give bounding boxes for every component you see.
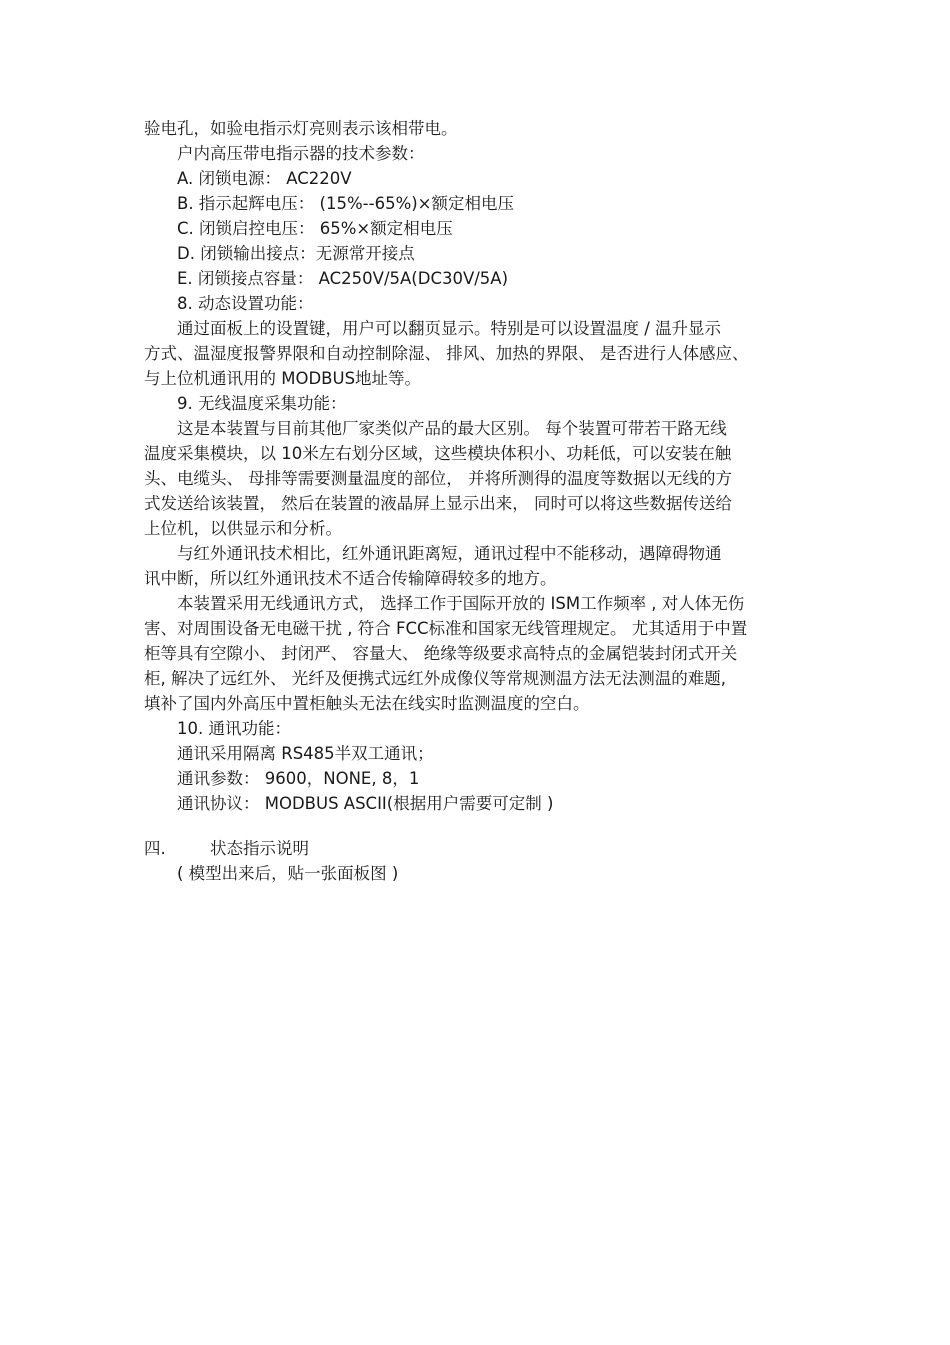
paragraph-line: 验电孔，如验电指示灯亮则表示该相带电。	[144, 119, 458, 138]
paragraph-line: 方式、温湿度报警界限和自动控制除湿、 排风、加热的界限、 是否进行人体感应、	[144, 344, 749, 363]
param-item: D. 闭锁输出接点：无源常开接点	[177, 244, 415, 263]
param-item: C. 闭锁启控电压： 65%×额定相电压	[177, 219, 453, 238]
section-heading-10: 10. 通讯功能：	[177, 719, 291, 738]
section-heading-4	[144, 836, 806, 861]
comm-item: 通讯协议： MODBUS ASCII(根据用户需要可定制 )	[177, 794, 554, 813]
paragraph-line: 上位机，以供显示和分析。	[144, 519, 342, 538]
section-note: ( 模型出来后，贴一张面板图 )	[177, 864, 399, 883]
paragraph-line: 式发送给该装置， 然后在装置的液晶屏上显示出来， 同时可以将这些数据传送给	[144, 494, 732, 513]
section-heading-8: 8. 动态设置功能：	[177, 294, 314, 313]
paragraph-line: 填补了国内外高压中置柜触头无法在线实时监测温度的空白。	[144, 694, 590, 713]
paragraph-line: 通过面板上的设置键，用户可以翻页显示。特别是可以设置温度 / 温升显示	[177, 319, 722, 338]
section-title: 状态指示说明	[210, 839, 309, 858]
params-heading: 户内高压带电指示器的技术参数：	[177, 144, 425, 163]
paragraph-line: 与红外通讯技术相比，红外通讯距离短，通讯过程中不能移动，遇障碍物通	[177, 544, 722, 563]
param-item: A. 闭锁电源： AC220V	[177, 169, 352, 188]
comm-item: 通讯采用隔离 RS485半双工通讯；	[177, 744, 434, 763]
spacer	[144, 816, 806, 836]
comm-item: 通讯参数： 9600，NONE, 8，1	[177, 769, 420, 788]
param-item: E. 闭锁接点容量： AC250V/5A(DC30V/5A)	[177, 269, 509, 288]
paragraph-line: 温度采集模块，以 10米左右划分区域，这些模块体积小、功耗低，可以安装在触	[144, 444, 732, 463]
paragraph-line: 柜等具有空隙小、 封闭严、 容量大、 绝缘等级要求高特点的金属铠装封闭式开关	[144, 644, 738, 663]
paragraph-line: 这是本装置与目前其他厂家类似产品的最大区别。 每个装置可带若干路无线	[177, 419, 727, 438]
document-body	[144, 116, 806, 886]
paragraph-line: 讯中断，所以红外通讯技术不适合传输障碍较多的地方。	[144, 569, 557, 588]
paragraph-line: 本装置采用无线通讯方式， 选择工作于国际开放的 ISM工作频率 , 对人体无伤	[177, 594, 745, 613]
section-heading-9: 9. 无线温度采集功能：	[177, 394, 347, 413]
param-item: B. 指示起辉电压： (15%--65%)×额定相电压	[177, 194, 515, 213]
paragraph-line: 头、电缆头、 母排等需要测量温度的部位， 并将所测得的温度等数据以无线的方	[144, 469, 732, 488]
paragraph-line: 柜, 解决了远红外、 光纤及便携式远红外成像仪等常规测温方法无法测温的难题,	[144, 669, 726, 688]
paragraph-line: 与上位机通讯用的 MODBUS地址等。	[144, 369, 422, 388]
paragraph-line: 害、对周围设备无电磁干扰 , 符合 FCC标准和国家无线管理规定。 尤其适用于中置	[144, 619, 748, 638]
section-number: 四.	[144, 839, 166, 858]
